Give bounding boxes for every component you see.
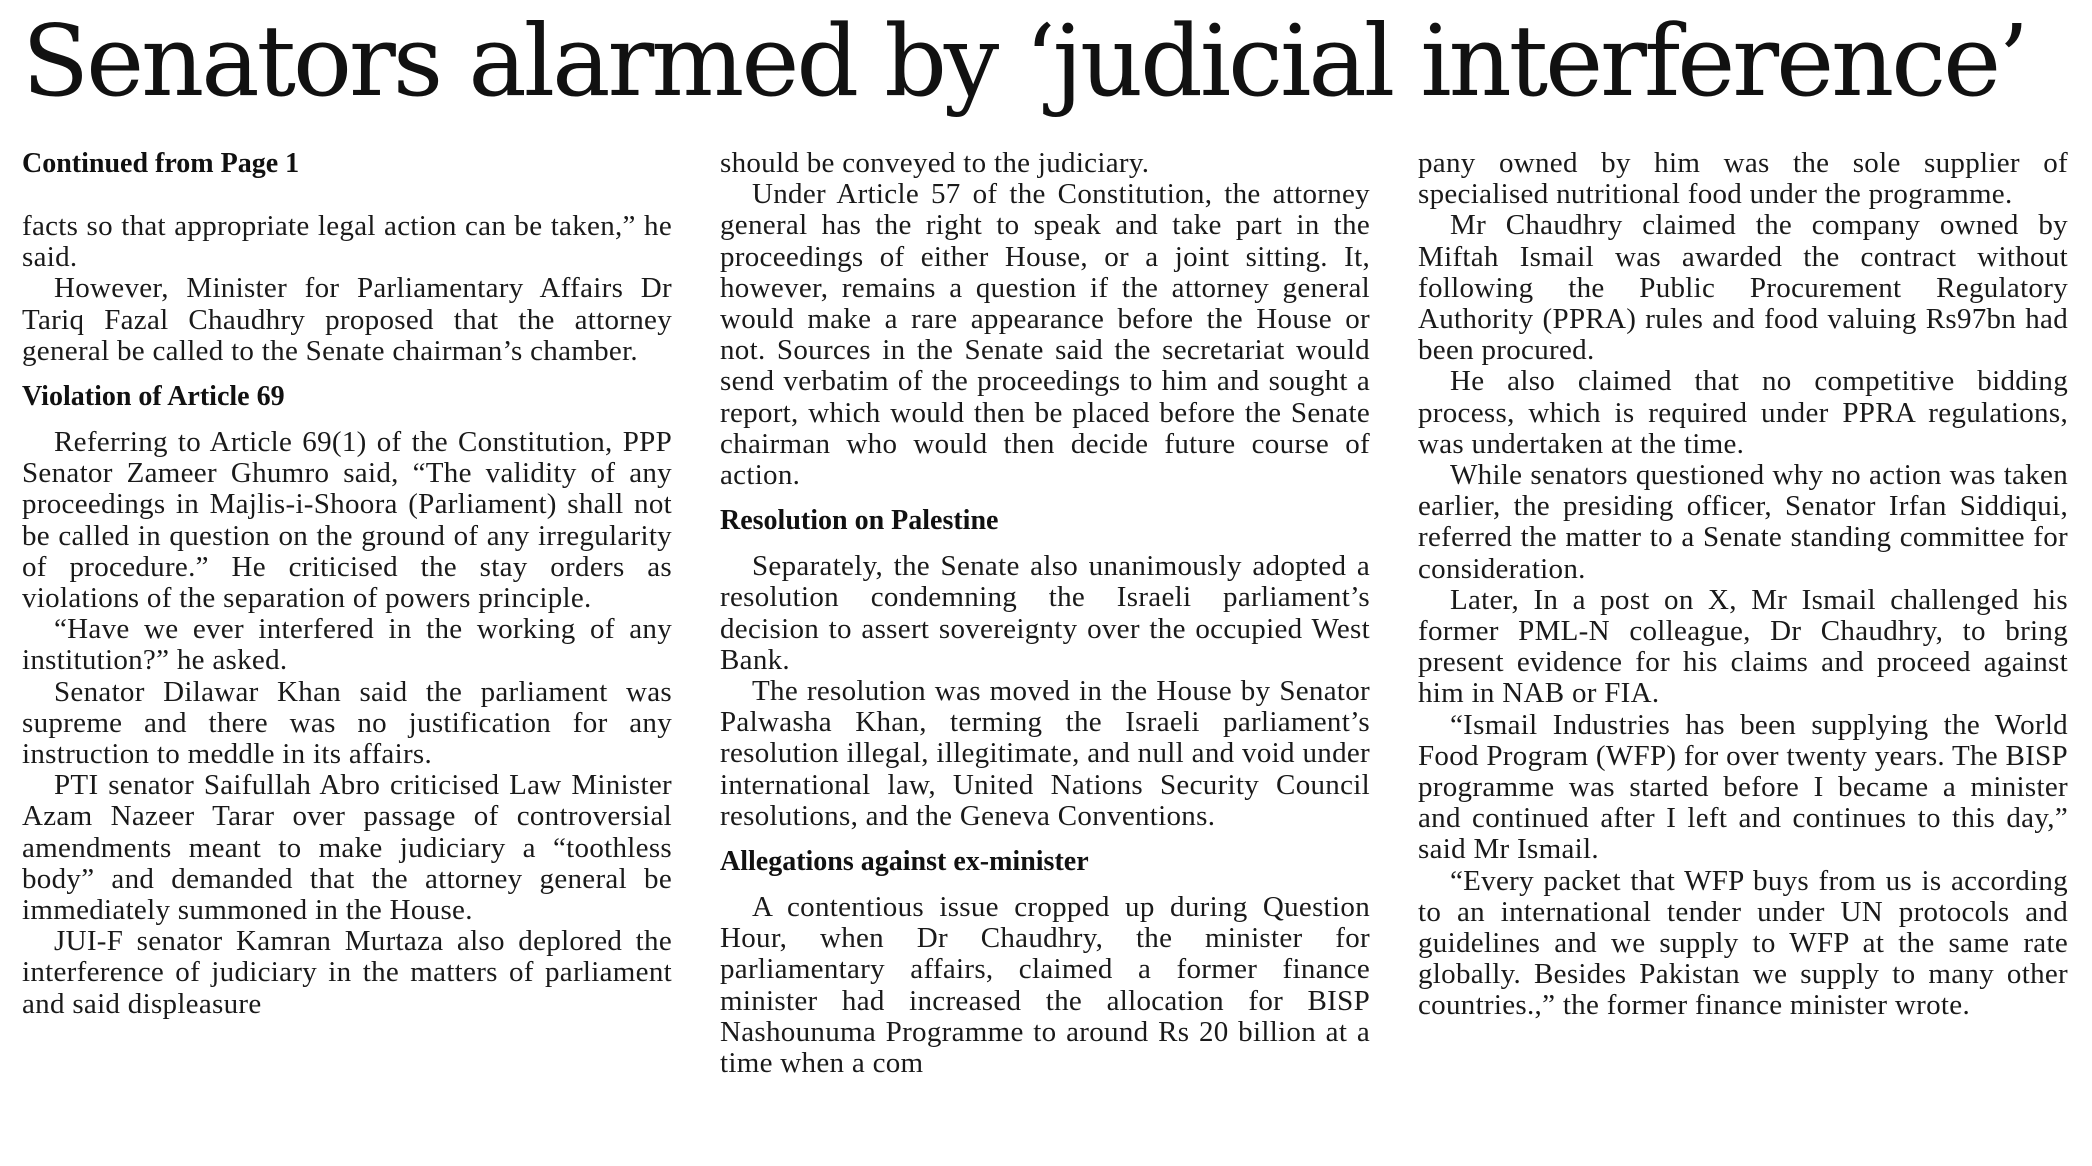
- headline: Senators alarmed by ‘judicial interference’: [22, 5, 2027, 119]
- paragraph: “Ismail Industries has been supplying the World Food Program (WFP) for over twenty years. The BISP programme was started before I became a minister and continued after I left and continues to this day,” said Mr Ismail.: [1418, 708, 2068, 866]
- paragraph: PTI senator Saifullah Abro criticised Law Minister Azam Nazeer Tarar over passage of controversial amendments meant to make judiciary a “toothless body” and demanded that the attorney general be immediately summoned in the House.: [22, 769, 672, 927]
- paragraph: Mr Chaudhry claimed the company owned by Miftah Ismail was awarded the contract without following the Public Procurement Regulatory Authority (PPRA) rules and food valuing Rs97bn had been procured.: [1418, 209, 2068, 367]
- paragraph: pany owned by him was the sole supplier of specialised nutritional food under the programme.: [1418, 148, 2068, 211]
- paragraph: should be conveyed to the judiciary.: [720, 148, 1150, 179]
- paragraph: “Have we ever interfered in the working of any institution?” he asked.: [22, 613, 672, 677]
- paragraph: Referring to Article 69(1) of the Constitution, PPP Senator Zameer Ghumro said, “The validity of any proceedings in Majlis-i-Shoora (Parliament) shall not be called in question on the ground of any irregularity of procedure.” He criticised the stay orders as violations of the separation of powers principle.: [22, 426, 672, 615]
- paragraph: facts so that appropriate legal action can be taken,” he said.: [22, 210, 672, 274]
- paragraph: While senators questioned why no action was taken earlier, the presiding officer, Senator Irfan Siddiqui, referred the matter to a Senate standing committee for consideration.: [1418, 459, 2068, 585]
- paragraph: Later, In a post on X, Mr Ismail challenged his former PML-N colleague, Dr Chaudhry, to bring present evidence for his claims and proceed against him in NAB or FIA.: [1418, 583, 2068, 710]
- paragraph: Senator Dilawar Khan said the parliament was supreme and there was no justification for any instruction to meddle in its affairs.: [22, 675, 672, 771]
- subheading: Violation of Article 69: [22, 381, 285, 413]
- paragraph: Under Article 57 of the Constitution, the attorney general has the right to speak and take part in the proceedings of either House, or a joint sitting. It, however, remains a question if the attorney general would make a rare appearance before the House or not. Sources in the Senate said the secretariat would send verbatim of the proceedings to him and sought a report, which would then be placed before the Senate chairman who would then decide future course of action.: [720, 178, 1370, 492]
- paragraph: He also claimed that no competitive bidding process, which is required under PPRA regulations, was undertaken at the time.: [1418, 365, 2068, 460]
- article-column-2: [720, 148, 1370, 1158]
- paragraph: The resolution was moved in the House by Senator Palwasha Khan, terming the Israeli parliament’s resolution illegal, illegitimate, and null and void under international law, United Nations Security Council resolutions, and the Geneva Conventions.: [720, 675, 1370, 832]
- paragraph: “Every packet that WFP buys from us is according to an international tender under UN protocols and guidelines and we supply to WFP at the same rate globally. Besides Pakistan we supply to many other countries.,” the former finance minister wrote.: [1418, 864, 2068, 1022]
- paragraph: A contentious issue cropped up during Question Hour, when Dr Chaudhry, the minister for parliamentary affairs, claimed a former finance minister had increased the allocation for BISP Nashounuma Programme to around Rs 20 billion at a time when a com: [720, 891, 1370, 1080]
- subheading: Continued from Page 1: [22, 148, 300, 179]
- paragraph: Separately, the Senate also unanimously adopted a resolution condemning the Israeli parliament’s decision to assert sovereignty over the occupied West Bank.: [720, 550, 1370, 676]
- paragraph: However, Minister for Parliamentary Affairs Dr Tariq Fazal Chaudhry proposed that the attorney general be called to the Senate chairman’s chamber.: [22, 272, 672, 367]
- paragraph: JUI-F senator Kamran Murtaza also deplored the interference of judiciary in the matters of parliament and said displeasure: [22, 925, 672, 1020]
- subheading: Resolution on Palestine: [720, 505, 999, 537]
- subheading: Allegations against ex-minister: [720, 846, 1089, 878]
- article-column-1: [22, 148, 672, 1158]
- article-column-3: [1418, 148, 2068, 1158]
